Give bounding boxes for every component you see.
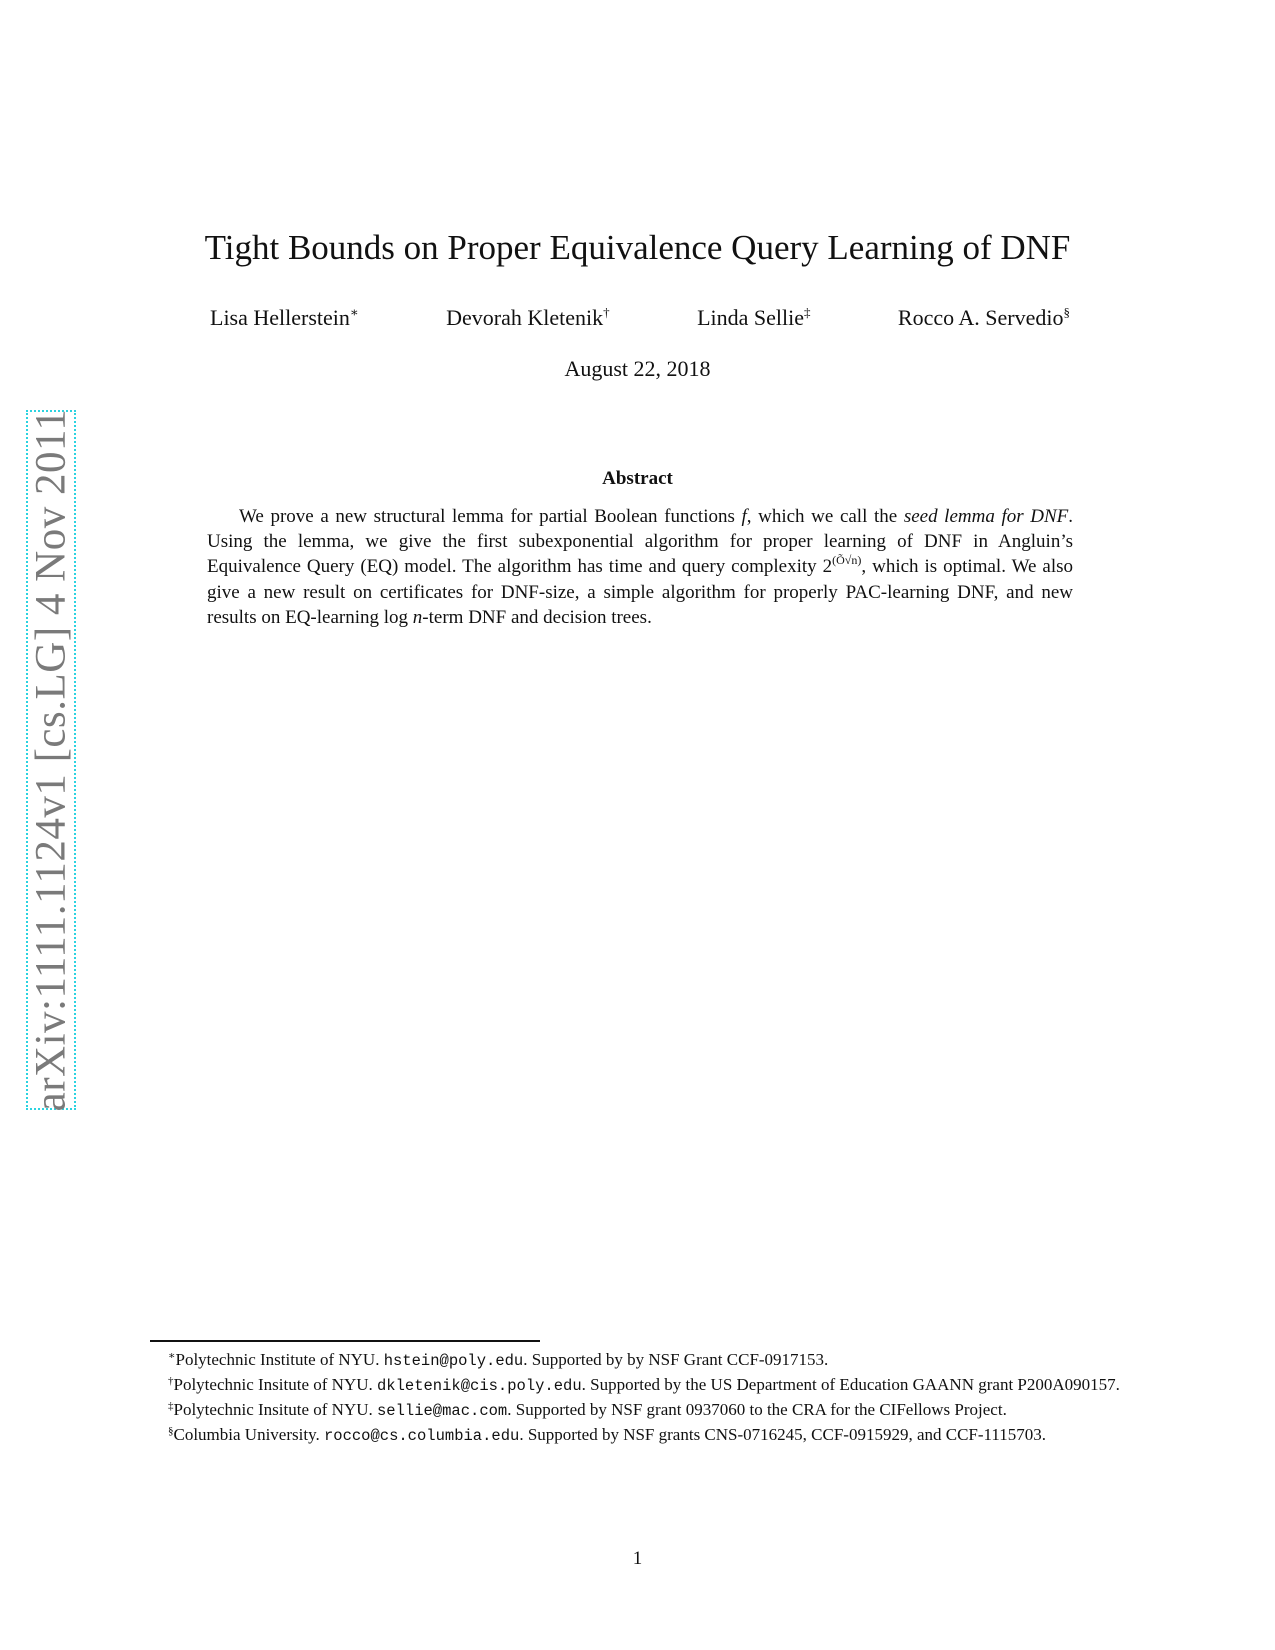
author bbox=[210, 305, 359, 331]
footnote: §Columbia University. rocco@cs.columbia.edu. Supported by NSF grants CNS-0716245, CCF-0915929, and CCF-1115703. bbox=[168, 1425, 1047, 1445]
abstract-heading: Abstract bbox=[602, 468, 673, 489]
author-name: Linda Sellie bbox=[697, 305, 804, 330]
footnote: ∗Polytechnic Institute of NYU. hstein@poly.edu. Supported by by NSF Grant CCF-0917153. bbox=[168, 1350, 829, 1370]
author-name: Lisa Hellerstein bbox=[210, 305, 350, 330]
author-list bbox=[210, 305, 1070, 331]
emphasis: seed lemma for DNF bbox=[903, 506, 1069, 527]
paper-title: Tight Bounds on Proper Equivalence Query Learning of DNF bbox=[204, 228, 1071, 267]
author bbox=[446, 305, 610, 331]
abstract-body: We prove a new structural lemma for partial Boolean functions f, which we call the seed lemma for DNF. Using the lemma, we give the first subexponential algorithm for proper learning of DNF in Angluin’s Equivalence Query (EQ) model. The algorithm has time and query complexity $2^{(Õ√n)}$, which is optimal. We also give a new result on certificates for DNF-size, a simple algorithm for properly PAC-learning DNF, and new results on EQ-learning log n-term DNF and decision trees. bbox=[207, 506, 1073, 628]
author bbox=[898, 305, 1070, 331]
author-name: Devorah Kletenik bbox=[446, 305, 604, 330]
author-name: Rocco A. Servedio bbox=[897, 305, 1064, 330]
email-link[interactable]: dkletenik@cis.poly.edu bbox=[377, 1377, 582, 1395]
math-variable: n bbox=[412, 606, 423, 628]
footnotes bbox=[150, 1348, 1128, 1448]
footnote-mark: ∗ bbox=[349, 304, 359, 320]
footnote: †Polytechnic Insitute of NYU. dkletenik@cis.poly.edu. Supported by the US Department of Education GAANN grant P200A090157. bbox=[168, 1375, 1120, 1395]
email-link[interactable]: sellie@mac.com bbox=[377, 1402, 508, 1420]
math-variable: f bbox=[741, 506, 747, 527]
arxiv-identifier: arXiv:1111.1124v1 [cs.LG] 4 Nov 2011 bbox=[27, 408, 75, 1112]
footnote-rule bbox=[150, 1340, 540, 1342]
email-link[interactable]: rocco@cs.columbia.edu bbox=[323, 1427, 520, 1445]
footnote-mark: § bbox=[1063, 304, 1070, 320]
paper-date: August 22, 2018 bbox=[564, 356, 711, 381]
math-exponent: (Õ√n) bbox=[832, 553, 862, 568]
email-link[interactable]: hstein@poly.edu bbox=[383, 1352, 524, 1370]
arxiv-stamp bbox=[26, 410, 76, 1110]
footnote-mark: † bbox=[603, 304, 610, 320]
footnote-mark: ‡ bbox=[803, 304, 811, 320]
page-number: 1 bbox=[632, 1548, 643, 1569]
footnote: ‡Polytechnic Insitute of NYU. sellie@mac.com. Supported by NSF grant 0937060 to the CRA for the CIFellows Project. bbox=[168, 1400, 1007, 1420]
author bbox=[697, 305, 810, 331]
